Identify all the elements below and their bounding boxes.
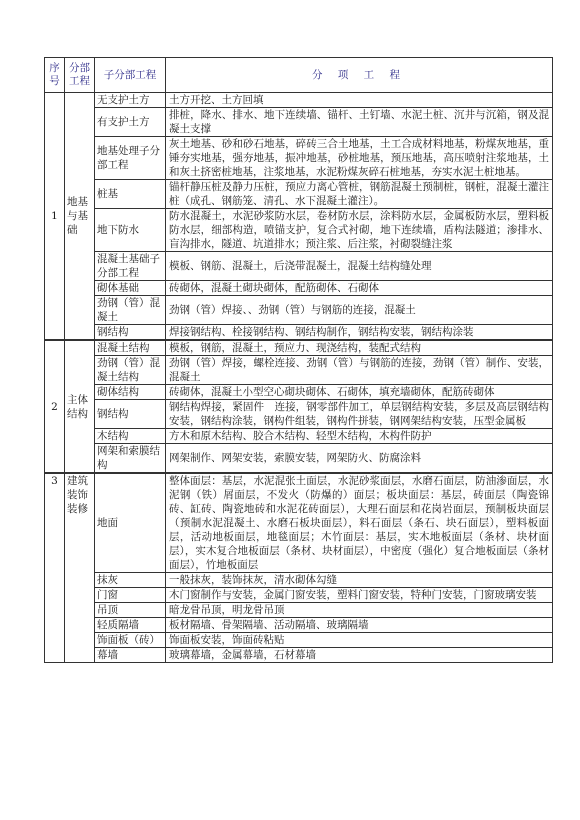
table-row xyxy=(45,356,553,385)
items-cell: 劲钢（管）焊接，螺栓连接、劲钢（管）与钢筋的连接，劲钢（管）制作、安装，混凝土 xyxy=(166,356,553,385)
serial-number-cell: 3 xyxy=(45,473,65,663)
table-header-row xyxy=(45,58,553,93)
table-row xyxy=(45,180,553,209)
header-items: 分 项 工 程 xyxy=(166,58,553,93)
subdivision-cell: 劲钢（管）混凝土 xyxy=(95,296,166,325)
subdivision-cell: 砌体结构 xyxy=(95,385,166,400)
items-cell: 玻璃幕墙，金属幕墙，石材幕墙 xyxy=(166,648,553,663)
table-row xyxy=(45,633,553,648)
items-cell: 排桩，降水、排水、地下连续墙、锚杆、土钉墙、水泥土桩、沉井与沉箱，钢及混凝土支撑 xyxy=(166,108,553,137)
sub-project-division-table xyxy=(44,57,553,663)
document-page xyxy=(44,57,552,663)
items-cell: 暗龙骨吊顶，明龙骨吊顶 xyxy=(166,603,553,618)
subdivision-cell: 砌体基础 xyxy=(95,281,166,296)
subdivision-cell: 木结构 xyxy=(95,429,166,444)
items-cell: 锚杆静压桩及静力压桩，预应力离心管桩，钢筋混凝土预制桩，钢桩，混凝土灌注桩（成孔、钢筋笼、清孔、水下混凝土灌注）。 xyxy=(166,180,553,209)
subdivision-cell: 轻质隔墙 xyxy=(95,618,166,633)
items-cell: 木门窗制作与安装，金属门窗安装，塑料门窗安装，特种门安装，门窗玻璃安装 xyxy=(166,588,553,603)
table-row xyxy=(45,137,553,180)
items-cell: 整体面层：基层，水泥混张土面层，水泥砂浆面层，水磨石面层，防油渗面层，水泥钢（铁）屑面层，不发火（防爆的）面层；板块面层：基层，砖面层（陶瓷锦砖、缸砖、陶瓷地砖和水泥花砖面层），大理石面层和花岗岩面层，预制板块面层（预制水泥混凝土、水磨石板块面层），料石面层（条石、块石面层），塑料板面层，活动地板面层，地毯面层；木竹面层：基层，实木地板面层（条材、块材面层），实木复合地板面层（条材、块材面层），中密度（强化）复合地板面层（条材面层），竹地板面层 xyxy=(166,473,553,573)
table-row xyxy=(45,325,553,341)
items-cell: 劲钢（管）焊接、、劲钢（管）与钢筋的连接，混凝土 xyxy=(166,296,553,325)
items-cell: 焊接钢结构、栓接钢结构、钢结构制作，钢结构安装，钢结构涂装 xyxy=(166,325,553,341)
subdivision-cell: 抹灰 xyxy=(95,573,166,588)
table-row xyxy=(45,648,553,663)
header-serial-number: 序号 xyxy=(45,58,65,93)
subdivision-cell: 门窗 xyxy=(95,588,166,603)
subdivision-cell: 饰面板（砖） xyxy=(95,633,166,648)
table-row xyxy=(45,252,553,281)
division-cell: 建筑装饰装修 xyxy=(65,473,95,663)
subdivision-cell: 钢结构 xyxy=(95,325,166,341)
subdivision-cell: 钢结构 xyxy=(95,400,166,429)
table-row xyxy=(45,93,553,108)
header-division: 分部工程 xyxy=(65,58,95,93)
serial-number-cell: 2 xyxy=(45,340,65,473)
subdivision-cell: 混凝土基础子分部工程 xyxy=(95,252,166,281)
table-row xyxy=(45,588,553,603)
table-row xyxy=(45,281,553,296)
items-cell: 饰面板安装，饰面砖粘贴 xyxy=(166,633,553,648)
items-cell: 砖砌体，混凝土小型空心砌块砌体、石砌体，填充墙砌体，配筋砖砌体 xyxy=(166,385,553,400)
subdivision-cell: 混凝土结构 xyxy=(95,340,166,356)
subdivision-cell: 有支护土方 xyxy=(95,108,166,137)
table-row xyxy=(45,400,553,429)
items-cell: 防水混凝土，水泥砂浆防水层，卷材防水层，涂料防水层，金属板防水层，塑料板防水层，细部构造，喷锚支护，复合式衬砌，地下连续墙，盾构法隧道；渗排水、盲沟排水，隧道、坑道排水；预注浆、后注浆，衬砌裂缝注浆 xyxy=(166,209,553,252)
subdivision-cell: 劲钢（管）混凝土结构 xyxy=(95,356,166,385)
table-row xyxy=(45,340,553,356)
table-row xyxy=(45,209,553,252)
serial-number-cell: 1 xyxy=(45,93,65,341)
items-cell: 一般抹灰，装饰抹灰，清水砌体勾缝 xyxy=(166,573,553,588)
items-cell: 模板、钢筋、混凝土，后浇带混凝土，混凝土结构缝处理 xyxy=(166,252,553,281)
table-row xyxy=(45,618,553,633)
table-row xyxy=(45,473,553,573)
table-row xyxy=(45,603,553,618)
items-cell: 板材隔墙、骨架隔墙、活动隔墙、玻璃隔墙 xyxy=(166,618,553,633)
header-subdivision: 子分部工程 xyxy=(95,58,166,93)
subdivision-cell: 无支护土方 xyxy=(95,93,166,108)
items-cell: 模板，钢筋，混凝土，预应力、现浇结构，装配式结构 xyxy=(166,340,553,356)
subdivision-cell: 网架和索膜结构 xyxy=(95,444,166,474)
table-row xyxy=(45,385,553,400)
division-cell: 地基与基础 xyxy=(65,93,95,341)
items-cell: 钢结构焊接，紧固件 连接，钢零部件加工，单层钢结构安装，多层及高层钢结构安装，钢结构涂装，钢构件组装，钢构件拼装，钢网架结构安装，压型金属板 xyxy=(166,400,553,429)
table-row xyxy=(45,108,553,137)
items-cell: 灰土地基、砂和砂石地基，碎砖三合土地基，土工合成材料地基，粉煤灰地基，重锤夯实地基，强夯地基，振冲地基，砂桩地基，预压地基，高压喷射注浆地基，土和灰土挤密桩地基，注浆地基，水泥粉煤灰碎石桩地基，夯实水泥土桩地基。 xyxy=(166,137,553,180)
items-cell: 方木和原木结构、胶合木结构、轻型木结构，木构件防护 xyxy=(166,429,553,444)
division-cell: 主体结构 xyxy=(65,340,95,473)
subdivision-cell: 桩基 xyxy=(95,180,166,209)
items-cell: 网架制作、网架安装，索膜安装，网架防火、防腐涂料 xyxy=(166,444,553,474)
items-cell: 土方开挖、土方回填 xyxy=(166,93,553,108)
subdivision-cell: 幕墙 xyxy=(95,648,166,663)
table-row xyxy=(45,296,553,325)
subdivision-cell: 地基处理子分部工程 xyxy=(95,137,166,180)
table-body xyxy=(45,93,553,663)
table-row xyxy=(45,429,553,444)
items-cell: 砖砌体，混凝土砌块砌体，配筋砌体、石砌体 xyxy=(166,281,553,296)
table-row xyxy=(45,573,553,588)
subdivision-cell: 地面 xyxy=(95,473,166,573)
table-row xyxy=(45,444,553,474)
subdivision-cell: 吊顶 xyxy=(95,603,166,618)
subdivision-cell: 地下防水 xyxy=(95,209,166,252)
